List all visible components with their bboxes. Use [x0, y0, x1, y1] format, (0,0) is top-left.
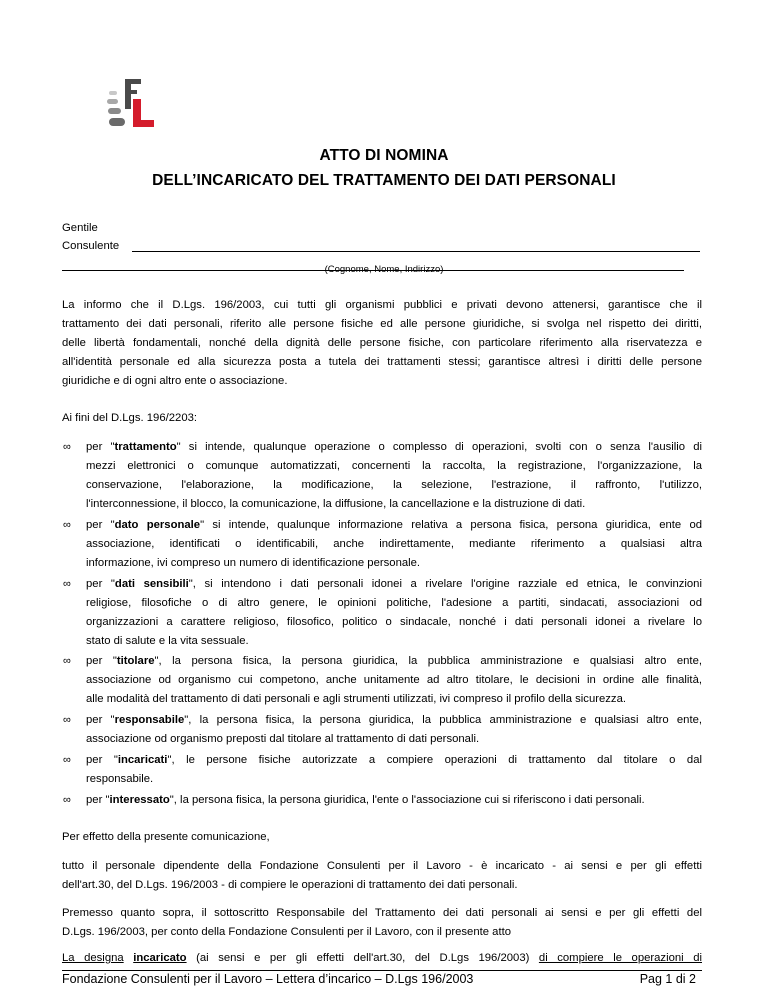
document-subtitle: DELL’INCARICATO DEL TRATTAMENTO DEI DATI PERSONALI	[152, 172, 616, 189]
definition-line: informazione, ivi compreso un numero di identificazione personale.	[86, 557, 421, 569]
definition-dati-sensibili: per "dati sensibili", si intendono i dati personali idonei a rivelare l'origine razziale ed etnica, le convinzioni	[86, 578, 702, 590]
bullet-icon: ∞	[63, 714, 71, 726]
salutation-consulente: Consulente	[62, 240, 120, 252]
designation-line: La designa incaricato (ai sensi e per gli effetti dell'art.30, del D.Lgs 196/2003) di compiere le operazioni di	[62, 952, 702, 964]
footer	[62, 972, 702, 986]
definition-line: l'interconnessione, il blocco, la comunicazione, la diffusione, la cancellazione e la distruzione di dati.	[86, 498, 586, 510]
fondazione-logo	[107, 75, 157, 131]
salutation-gentile: Gentile	[62, 222, 98, 234]
consultant-name-line[interactable]	[132, 251, 700, 252]
definition-titolare: per "titolare", la persona fisica, la persona giuridica, la pubblica amministrazione e qualsiasi altro ente,	[86, 655, 702, 667]
definition-responsabile: per "responsabile", la persona fisica, la persona giuridica, la pubblica amministrazione e qualsiasi altro ente,	[86, 714, 702, 726]
staff-line: tutto il personale dipendente della Fondazione Consulenti per il Lavoro - è incaricato - ai sensi e per gli effetti	[62, 860, 702, 872]
intro-line: delle libertà fondamentali, nonché della dignità delle persone fisiche, con particolare riferimento alla riservatezza e	[62, 337, 702, 349]
intro-line: trattamento dei dati personali, riferito alle persone fisiche ed alle persone giuridiche, si svolga nel rispetto dei diritti,	[62, 318, 702, 330]
definition-line: stato di salute e la vita sessuale.	[86, 635, 249, 647]
definition-line: associazione, identificati o identificabili, anche indirettamente, mediante riferimento a qualsiasi altra	[86, 538, 702, 550]
name-address-hint: (Cognome, Nome, Indirizzo)	[324, 264, 444, 275]
definition-line: alle modalità del trattamento di dati personali e agli strumenti utilizzati, ivi compreso il profilo della sicurezza.	[86, 693, 626, 705]
effect-sentence: Per effetto della presente comunicazione,	[62, 831, 270, 843]
definition-incaricati: per "incaricati", le persone fisiche autorizzate a compiere operazioni di trattamento dal titolare o dal	[86, 754, 702, 766]
document-title: ATTO DI NOMINA	[319, 147, 449, 164]
page-number: Pag 1 di 2	[639, 972, 696, 986]
intro-line: giuridiche e di ogni altro ente o associazione.	[62, 375, 288, 387]
definition-trattamento: per "trattamento" si intende, qualunque operazione o complesso di operazioni, svolti con o senza l'ausilio di	[86, 441, 703, 453]
footer-text: Fondazione Consulenti per il Lavoro – Lettera d’incarico – D.Lgs 196/2003	[62, 972, 474, 986]
definition-line: associazione od organismo preposti dal titolare al trattamento di dati personali.	[86, 733, 480, 745]
definition-interessato: per "interessato", la persona fisica, la persona giuridica, l'ente o l'associazione cui si riferiscono i dati personali.	[86, 794, 645, 806]
bullet-icon: ∞	[63, 578, 71, 590]
bullet-icon: ∞	[63, 519, 71, 531]
intro-line: all'identità personale ed alla sicurezza posta a tutela dei trattamenti stessi; garantisce altresì i diritti delle persone	[62, 356, 702, 368]
definition-line: associazione od organismo cui competono, anche unitamente ad altro titolare, le decisioni in ordine alle finalità,	[86, 674, 702, 686]
bullet-icon: ∞	[63, 441, 71, 453]
bullet-icon: ∞	[63, 754, 71, 766]
definition-line: organizzazioni a carattere religioso, filosofico, politico o sindacale, nonché i dati personali idonei a rivelare lo	[86, 616, 702, 628]
definition-line: responsabile.	[86, 773, 154, 785]
definitions-intro: Ai fini del D.Lgs. 196/2203:	[62, 412, 198, 424]
bullet-icon: ∞	[63, 794, 71, 806]
definition-line: conservazione, l'elaborazione, la modificazione, la selezione, l'estrazione, il raffronto, l'utilizzo,	[86, 479, 702, 491]
premise-line: D.Lgs. 196/2003, per conto della Fondazione Consulenti per il Lavoro, con il presente atto	[62, 926, 512, 938]
bullet-icon: ∞	[63, 655, 71, 667]
footer-divider	[62, 970, 702, 971]
definition-line: mezzi elettronici o comunque automatizzati, concernenti la raccolta, la registrazione, l'organizzazione, la	[86, 460, 702, 472]
definition-dato-personale: per "dato personale" si intende, qualunque informazione relativa a persona fisica, persona giuridica, ente od	[86, 519, 703, 531]
staff-line: dell'art.30, del D.Lgs. 196/2003 - di compiere le operazioni di trattamento dei dati personali.	[62, 879, 518, 891]
intro-line: La informo che il D.Lgs. 196/2003, cui tutti gli organismi pubblici e privati devono attenersi, garantisce che il	[62, 299, 702, 311]
definition-line: religiose, filosofiche o di altro genere, le opinioni politiche, l'adesione a partiti, sindacati, associazioni od	[86, 597, 702, 609]
premise-line: Premesso quanto sopra, il sottoscritto Responsabile del Trattamento dei dati personali ai sensi e per gli effetti del	[62, 907, 702, 919]
